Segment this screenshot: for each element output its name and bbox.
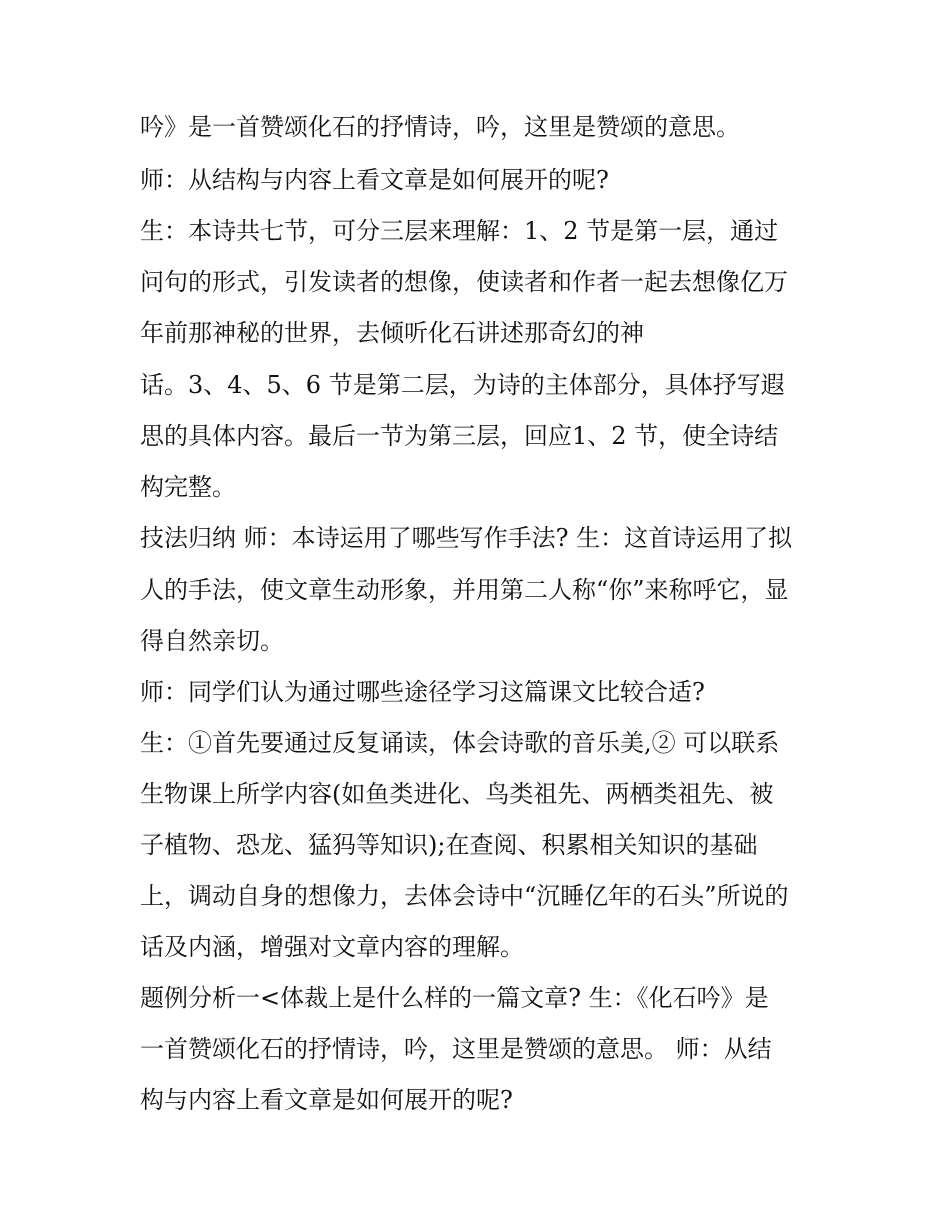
text-line: 题例分析一<体裁上是什么样的一篇文章? 生：《化石吟》是	[140, 984, 769, 1012]
text-line: 话及内涵，增强对文章内容的理解。	[140, 933, 524, 961]
text-line: 话。3、4、5、6 节是第二层，为诗的主体部分，具体抒写遐	[140, 371, 785, 399]
text-line: 技法归纳 师：本诗运用了哪些写作手法? 生：这首诗运用了拟	[140, 524, 793, 552]
text-line: 构完整。	[140, 473, 236, 501]
text-line: 子植物、恐龙、猛犸等知识);在查阅、积累相关知识的基础	[140, 831, 758, 859]
text-line: 得自然亲切。	[140, 627, 284, 655]
text-line: 一首赞颂化石的抒情诗，吟，这里是赞颂的意思。 师：从结	[140, 1035, 772, 1063]
text-line: 生：本诗共七节，可分三层来理解：1、2 节是第一层，通过	[140, 217, 779, 245]
text-line: 人的手法，使文章生动形象，并用第二人称“你”来称呼它，显	[140, 576, 789, 604]
text-line: 生物课上所学内容(如鱼类进化、鸟类祖先、两栖类祖先、被	[140, 780, 774, 808]
text-line: 上，调动自身的想像力，去体会诗中“沉睡亿年的石头”所说的	[140, 882, 789, 910]
text-line: 问句的形式，引发读者的想像，使读者和作者一起去想像亿万	[140, 268, 788, 296]
text-line: 生：①首先要通过反复诵读，体会诗歌的音乐美,② 可以联系	[140, 729, 780, 757]
text-line: 思的具体内容。最后一节为第三层，回应1、2 节，使全诗结	[140, 422, 779, 450]
text-line: 吟》是一首赞颂化石的抒情诗，吟，这里是赞颂的意思。	[140, 113, 740, 141]
text-line: 构与内容上看文章是如何展开的呢?	[140, 1086, 513, 1114]
text-line: 师：从结构与内容上看文章是如何展开的呢?	[140, 166, 609, 194]
text-line: 年前那神秘的世界，去倾听化石讲述那奇幻的神	[140, 319, 644, 347]
text-line: 师：同学们认为通过哪些途径学习这篇课文比较合适?	[140, 678, 705, 706]
